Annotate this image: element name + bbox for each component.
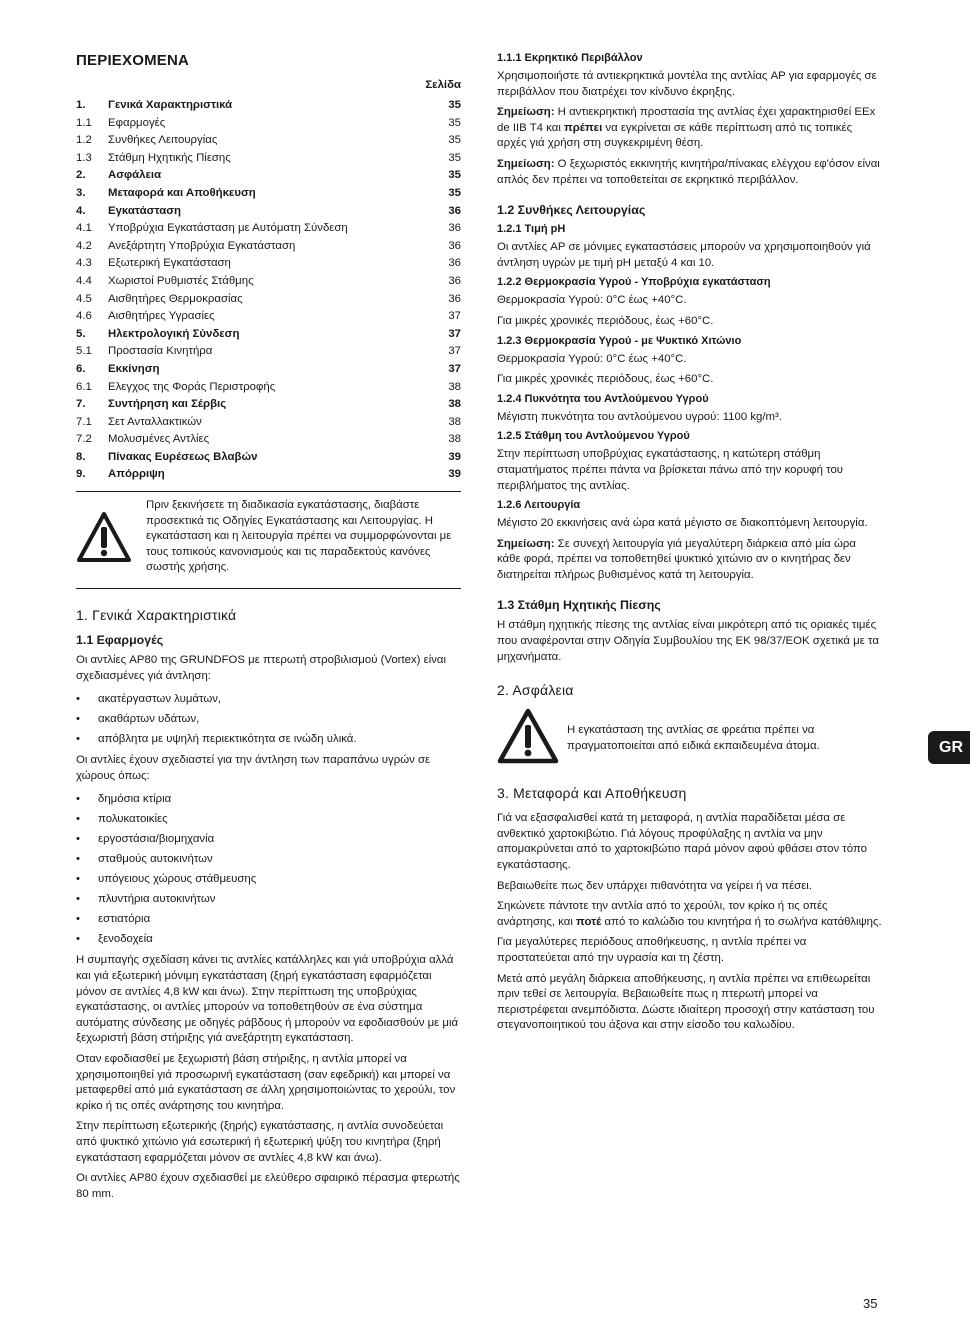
toc-num: 5.1 bbox=[76, 345, 92, 358]
note-text: Η αντιεκρηκτική προστασία της αντλίας έχει χαρακτηρισθεί EEx de IIB T4 και bbox=[497, 106, 876, 134]
section-1-2-5-heading: 1.2.5 Στάθμη του Αντλούμενου Υγρού bbox=[497, 430, 690, 443]
list-item: • ακαθάρτων υδάτων, bbox=[76, 709, 461, 729]
note-paragraph bbox=[497, 157, 882, 188]
section-1-1-1-heading: 1.1.1 Εκρηκτικό Περιβάλλον bbox=[497, 52, 643, 64]
warning-triangle-icon bbox=[497, 708, 567, 769]
list-item: • ακατέργαστων λυμάτων, bbox=[76, 689, 461, 709]
note-label: Σημείωση: bbox=[497, 157, 555, 170]
toc-num: 5. bbox=[76, 327, 86, 340]
language-tab: GR bbox=[928, 731, 970, 764]
section-1-1-heading: 1.1 Εφαρμογές bbox=[76, 633, 164, 648]
toc-page: 37 bbox=[448, 327, 461, 340]
toc-row bbox=[76, 150, 461, 168]
toc-page: 38 bbox=[448, 415, 461, 428]
paragraph: Γιά να εξασφαλισθεί κατά τη μεταφορά, η αντλία παραδίδεται μέσα σε ανθεκτικό χαρτοκιβώτιο. Γιά λόγους προφύλαξης η αντλία να μην απομακρύνεται από το χαρτοκιβώτιο παρά μόνον αφού φθάσει στον τόπο εγκατάστασης. bbox=[497, 812, 868, 872]
section-1-2-6-heading: 1.2.6 Λειτουργία bbox=[497, 499, 581, 512]
toc-row bbox=[76, 167, 461, 185]
toc-row bbox=[76, 255, 461, 273]
toc-title: Αισθητήρες Υγρασίες bbox=[108, 310, 215, 323]
safety-warning bbox=[497, 708, 882, 769]
toc-title: Μεταφορά και Αποθήκευση bbox=[108, 186, 256, 199]
section-1-2-2-heading: 1.2.2 Θερμοκρασία Υγρού - Υποβρύχια εγκατάσταση bbox=[497, 276, 771, 289]
paragraph: Οι αντλίες AP80 της GRUNDFOS με πτερωτή στροβιλισμού (Vortex) είναι σχεδιασμένες γιά άντληση: bbox=[76, 654, 447, 682]
paragraph: Η στάθμη ηχητικής πίεσης της αντλίας είναι μικρότερη από τις οριακές τιμές που αναφέρονται στην Οδηγία Συμβουλίου της ΕΚ 98/37/ΕΟΚ σχετικά με τα μηχανήματα. bbox=[497, 619, 879, 663]
toc-page: 39 bbox=[448, 468, 461, 481]
left-column bbox=[76, 52, 461, 1207]
toc-page: 39 bbox=[448, 450, 461, 463]
toc-page: 37 bbox=[448, 310, 461, 323]
toc-num: 3. bbox=[76, 186, 86, 199]
list-item: • εστιατόρια bbox=[76, 909, 461, 929]
toc-title: Ελεγχος της Φοράς Περιστροφής bbox=[108, 380, 276, 393]
warning-triangle-icon bbox=[76, 498, 146, 576]
toc-row bbox=[76, 308, 461, 326]
toc-title: Εγκατάσταση bbox=[108, 204, 181, 217]
toc-row bbox=[76, 414, 461, 432]
toc-row bbox=[76, 273, 461, 291]
toc-title: Εκκίνηση bbox=[108, 362, 160, 375]
toc-row bbox=[76, 291, 461, 309]
paragraph: Θερμοκρασία Υγρού: 0°C έως +40°C. bbox=[497, 294, 687, 307]
section-1-heading: 1. Γενικά Χαρακτηριστικά bbox=[76, 607, 237, 624]
toc-num: 6. bbox=[76, 362, 86, 375]
toc-title: ΠΕΡΙΕΧΟΜΕΝΑ bbox=[76, 52, 190, 69]
toc-title: Εφαρμογές bbox=[108, 116, 166, 129]
toc-row bbox=[76, 115, 461, 133]
toc-row bbox=[76, 361, 461, 379]
paragraph: Οι αντλίες έχουν σχεδιαστεί για την άντληση των παραπάνω υγρών σε χώρους όπως: bbox=[76, 754, 431, 782]
toc-title: Μολυσμένες Αντλίες bbox=[108, 433, 210, 446]
toc-page: 35 bbox=[448, 99, 461, 111]
toc-title: Γενικά Χαρακτηριστικά bbox=[108, 99, 233, 111]
toc-num: 7.1 bbox=[76, 415, 92, 428]
toc-row bbox=[76, 379, 461, 397]
paragraph: Στην περίπτωση υποβρύχιας εγκατάστασης, η κατώτερη στάθμη σταματήματος πρέπει πάντα να βρίσκεται πάνω από την κορυφή του περιβλήματος της αντλίας. bbox=[497, 448, 844, 492]
warning-text: Η εγκατάσταση της αντλίας σε φρεάτια πρέπει να πραγματοποιείται από ειδικά εκπαιδευμένα άτομα. bbox=[567, 724, 820, 752]
section-2-heading: 2. Ασφάλεια bbox=[497, 682, 574, 699]
toc-num: 4.6 bbox=[76, 310, 92, 323]
toc-page: 35 bbox=[448, 134, 461, 147]
toc-num: 1.2 bbox=[76, 134, 92, 147]
note-text: Ο ξεχωριστός εκκινητής κινητήρα/πίνακας ελέγχου εφ'όσον είναι απλός δεν πρέπει να τοποθετείται σε εκρηκτικό περιβάλλον. bbox=[497, 157, 880, 186]
paragraph: Για μικρές χρονικές περιόδους, έως +60°C. bbox=[497, 373, 714, 386]
toc-title: Ασφάλεια bbox=[108, 169, 162, 182]
bullet-list-pumping bbox=[76, 689, 461, 749]
toc-num: 4.2 bbox=[76, 239, 92, 252]
paragraph: Θερμοκρασία Υγρού: 0°C έως +40°C. bbox=[497, 352, 687, 365]
paragraph: Οταν εφοδιασθεί με ξεχωριστή βάση στήριξης, η αντλία μπορεί να χρησιμοποιηθεί γιά προσωρινή εγκατάσταση (σαν εφεδρική) και μπορεί να μεταφερθεί από μιά εγκατάσταση σε άλλη χρησιμοποιώντας το χερούλι, τον κρίκο ή τις οπές ανάρτησης του κινητήρα. bbox=[76, 1052, 456, 1112]
toc-row bbox=[76, 343, 461, 361]
note-label: Σημείωση: bbox=[497, 106, 555, 119]
bullet-list-places bbox=[76, 789, 461, 949]
toc-num: 4. bbox=[76, 204, 86, 217]
paragraph-text: Σηκώνετε πάντοτε την αντλία από το χερούλι, τον κρίκο ή τις οπές ανάρτησης, και bbox=[497, 900, 828, 928]
paragraph: Χρησιμοποιήστε τά αντιεκρηκτικά μοντέλα της αντλίας AP για εφαρμογές σε περιβάλλον που διατρέχει τον κίνδυνο έκρηξης. bbox=[497, 70, 877, 98]
note-label: Σημείωση: bbox=[497, 537, 555, 550]
toc-title: Στάθμη Ηχητικής Πίεσης bbox=[108, 151, 231, 164]
section-1-3-heading: 1.3 Στάθμη Ηχητικής Πίεσης bbox=[497, 598, 661, 613]
section-1-2-4-heading: 1.2.4 Πυκνότητα του Αντλούμενου Υγρού bbox=[497, 392, 709, 405]
toc-title: Συντήρηση και Σέρβις bbox=[108, 398, 227, 411]
section-1-2-heading: 1.2 Συνθήκες Λειτουργίας bbox=[497, 203, 646, 218]
section-1-2-1-heading: 1.2.1 Τιμή pH bbox=[497, 223, 566, 236]
toc-page: 36 bbox=[448, 222, 461, 235]
toc-title: Απόρριψη bbox=[108, 468, 165, 481]
paragraph-emphasis: ποτέ bbox=[576, 915, 602, 928]
toc-title: Ανεξάρτητη Υποβρύχια Εγκατάσταση bbox=[108, 239, 296, 252]
note-paragraph bbox=[497, 537, 882, 584]
toc-title: Υποβρύχια Εγκατάσταση με Αυτόματη Σύνδεση bbox=[108, 222, 348, 235]
toc-num: 6.1 bbox=[76, 380, 92, 393]
paragraph: Βεβαιωθείτε πως δεν υπάρχει πιθανότητα να γείρει ή να πέσει. bbox=[497, 879, 812, 892]
note-text: να εγκρίνεται σε κάθε περίπτωση από τις τοπικές αρχές γιά χρήση στη συγκεκριμένη θέση. bbox=[497, 121, 853, 150]
paragraph: Μετά από μεγάλη διάρκεια αποθήκευσης, η αντλία πρέπει να επιθεωρείται πριν τεθεί σε λειτουργία. Βεβαιωθείτε πως η πτερωτή μπορεί να περιστρέφεται ανεμπόδιστα. Δώστε ιδιαίτερη προσοχή στην κατάσταση του στεγανοποιητικού του άξονα και στην είσοδο του καλωδίου. bbox=[497, 972, 875, 1032]
paragraph: Για μεγαλύτερες περιόδους αποθήκευσης, η αντλία πρέπει να προστατεύεται από την υγρασία και τη ζέστη. bbox=[497, 936, 807, 964]
paragraph: Για μικρές χρονικές περιόδους, έως +60°C. bbox=[497, 314, 714, 327]
toc-title: Πίνακας Ευρέσεως Βλαβών bbox=[108, 450, 258, 463]
toc-page: 35 bbox=[448, 116, 461, 129]
toc-num: 1.3 bbox=[76, 151, 92, 164]
toc-num: 4.3 bbox=[76, 257, 92, 270]
toc-num: 7. bbox=[76, 398, 86, 411]
paragraph bbox=[497, 899, 882, 930]
toc-page: 37 bbox=[448, 362, 461, 375]
toc-page: 35 bbox=[448, 169, 461, 182]
toc-page: 36 bbox=[448, 274, 461, 287]
list-item: • σταθμούς αυτοκινήτων bbox=[76, 849, 461, 869]
paragraph: Μέγιστη πυκνότητα του αντλούμενου υγρού: 1100 kg/m³. bbox=[497, 410, 782, 423]
toc-num: 4.4 bbox=[76, 274, 92, 287]
toc-row bbox=[76, 238, 461, 256]
toc-row bbox=[76, 466, 461, 484]
toc-title: Συνθήκες Λειτουργίας bbox=[108, 134, 218, 147]
list-item: • εργοστάσια/βιομηχανία bbox=[76, 829, 461, 849]
toc-row bbox=[76, 203, 461, 221]
toc-num: 7.2 bbox=[76, 433, 92, 446]
note-emphasis: πρέπει bbox=[564, 121, 603, 134]
toc-page: 36 bbox=[448, 239, 461, 252]
toc-page: 38 bbox=[448, 380, 461, 393]
toc-page: 36 bbox=[448, 292, 461, 305]
toc-row bbox=[76, 220, 461, 238]
toc-num: 1.1 bbox=[76, 116, 92, 129]
toc-page: 35 bbox=[448, 151, 461, 164]
toc-page-header: Σελίδα bbox=[425, 79, 461, 91]
toc-row bbox=[76, 97, 461, 115]
page-number: 35 bbox=[863, 1296, 878, 1311]
toc-title: Σετ Ανταλλακτικών bbox=[108, 415, 202, 428]
toc-num: 8. bbox=[76, 450, 86, 463]
section-3-heading: 3. Μεταφορά και Αποθήκευση bbox=[497, 785, 687, 802]
list-item: • πολυκατοικίες bbox=[76, 809, 461, 829]
paragraph: Στην περίπτωση εξωτερικής (ξηρής) εγκατάστασης, η αντλία συνοδεύεται από ψυκτικό χιτώνιο γιά εσωτερική ή εξωτερική ψύξη του κινητήρα (ξηρή εγκατάσταση εφαρμόζεται μόνον σε αντλίες 4,8 kW και άνω). bbox=[76, 1120, 444, 1164]
install-warning bbox=[76, 498, 461, 589]
list-item: • δημόσια κτίρια bbox=[76, 789, 461, 809]
toc-row bbox=[76, 326, 461, 344]
toc-divider bbox=[76, 491, 461, 492]
toc-page: 38 bbox=[448, 433, 461, 446]
toc-title: Προστασία Κινητήρα bbox=[108, 345, 213, 358]
toc-row bbox=[76, 449, 461, 467]
right-column bbox=[497, 52, 882, 1039]
list-item: • υπόγειους χώρους στάθμευσης bbox=[76, 869, 461, 889]
toc-page: 37 bbox=[448, 345, 461, 358]
toc-num: 4.1 bbox=[76, 222, 92, 235]
paragraph: Μέγιστο 20 εκκινήσεις ανά ώρα κατά μέγιστο σε διακοπτόμενη λειτουργία. bbox=[497, 517, 868, 530]
toc-page: 36 bbox=[448, 257, 461, 270]
toc-title: Αισθητήρες Θερμοκρασίας bbox=[108, 292, 243, 305]
paragraph: Οι αντλίες AP80 έχουν σχεδιασθεί με ελεύθερο σφαιρικό πέρασμα φτερωτής 80 mm. bbox=[76, 1172, 460, 1200]
paragraph-text: από το καλώδιο του κινητήρα ή το σωλήνα κατάθλιψης. bbox=[604, 915, 882, 928]
toc-num: 1. bbox=[76, 99, 86, 111]
toc-num: 9. bbox=[76, 468, 86, 481]
paragraph: Η συμπαγής σχεδίαση κάνει τις αντλίες κατάλληλες και γιά υποβρύχια αλλά και γιά εξωτερική μόνιμη εγκατάσταση (ξηρή εγκατάσταση εφαρμόζεται μόνον σε αντλίες 4,8 kW και άνω). Στην περίπτωση της υποβρύχιας εγκατάστασης, οι αντλίες μπορούν να τοποθετηθούν σε ένα σύστημα αυτόματης σύνδεσης με οδηγές ράβδους ή μπορούν να εφοδιασθούν με μιά ξεχωριστή βάση στήριξης γιά ανεξάρτητη εγκατάσταση. bbox=[76, 954, 459, 1045]
list-item: • απόβλητα με υψηλή περιεκτικότητα σε ινώδη υλικά. bbox=[76, 729, 461, 749]
toc-page: 38 bbox=[448, 398, 461, 411]
list-item: • ξενοδοχεία bbox=[76, 929, 461, 949]
note-paragraph bbox=[497, 105, 882, 152]
toc-title: Ηλεκτρολογική Σύνδεση bbox=[108, 327, 240, 340]
toc-row bbox=[76, 396, 461, 414]
toc-title: Εξωτερική Εγκατάσταση bbox=[108, 257, 231, 270]
list-item: • πλυντήρια αυτοκινήτων bbox=[76, 889, 461, 909]
toc-row bbox=[76, 132, 461, 150]
toc-page: 36 bbox=[448, 204, 461, 217]
toc-title: Χωριστοί Ρυθμιστές Στάθμης bbox=[108, 274, 254, 287]
warning-text: Πριν ξεκινήσετε τη διαδικασία εγκατάστασης, διαβάστε προσεκτικά τις Οδηγίες Εγκατάστασης και Λειτουργίας. Η εγκατάσταση και η λειτουργία πρέπει να συμμορφώνονται με τους τοπικούς κανονισμούς και τις παραδεκτούς κανόνες σωστής χρήσης. bbox=[146, 499, 452, 574]
toc-num: 4.5 bbox=[76, 292, 92, 305]
note-text: Σε συνεχή λειτουργία γιά μεγαλύτερη διάρκεια από μία ώρα κάθε φορά, πρέπει να τοποθετηθεί ψυκτικό χιτώνιο αν ο κινητήρας δεν διατηρείται πλήρως βυθισμένος κατά τη λειτουργία. bbox=[497, 537, 856, 581]
toc-num: 2. bbox=[76, 169, 86, 182]
toc-row bbox=[76, 431, 461, 449]
toc-row bbox=[76, 185, 461, 203]
paragraph: Οι αντλίες AP σε μόνιμες εγκαταστάσεις μπορούν να χρησιμοποιηθούν γιά άντληση υγρών με τιμή pH μεταξύ 4 και 10. bbox=[497, 241, 871, 269]
toc-page: 35 bbox=[448, 186, 461, 199]
section-1-2-3-heading: 1.2.3 Θερμοκρασία Υγρού - με Ψυκτικό Χιτώνιο bbox=[497, 334, 742, 347]
toc-list bbox=[76, 97, 461, 484]
